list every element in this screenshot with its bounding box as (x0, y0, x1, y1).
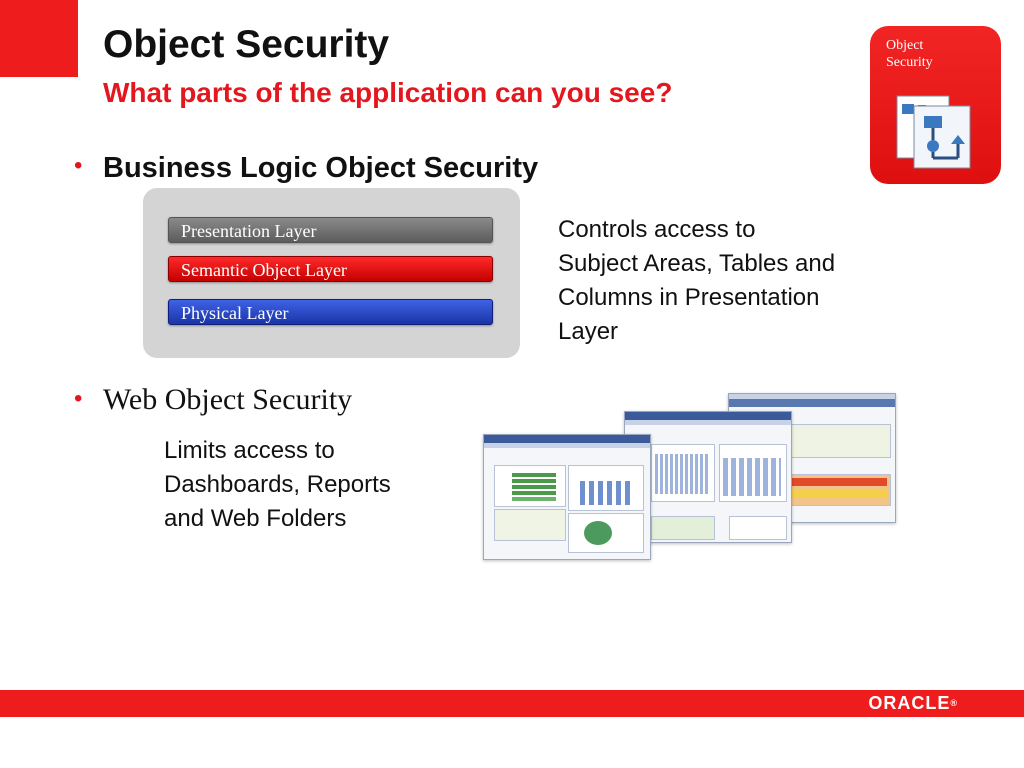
heading-web-object-security: Web Object Security (103, 383, 353, 416)
badge-label (886, 37, 986, 71)
slide-subtitle: What parts of the application can you see? (103, 77, 673, 108)
desc-line: Subject Areas, Tables and (558, 250, 836, 277)
desc-line: Controls access to (558, 216, 756, 243)
dashboard-screenshot-front (483, 434, 651, 560)
desc-line: and Web Folders (164, 505, 347, 532)
slide-title: Object Security (103, 23, 390, 66)
desc-line: Columns in Presentation (558, 284, 820, 311)
oracle-logo (868, 693, 958, 714)
oracle-logo-text: ORACLE (868, 693, 951, 713)
flowchart-icon (894, 94, 974, 170)
presentation-layer-bar: Presentation Layer (168, 217, 493, 243)
heading-business-logic-security: Business Logic Object Security (103, 152, 539, 184)
physical-layer-bar: Physical Layer (168, 299, 493, 325)
bullet-web: • (74, 385, 83, 412)
badge-label-line2: Security (886, 55, 933, 70)
bullet-business: • (74, 152, 83, 179)
oracle-logo-mark: ® (950, 698, 958, 708)
semantic-object-layer-bar: Semantic Object Layer (168, 256, 493, 282)
footer-bar (0, 690, 1024, 717)
desc-line: Limits access to (164, 437, 335, 464)
web-security-description (164, 434, 454, 536)
layer-stack-panel (143, 188, 520, 358)
corner-accent (0, 0, 78, 77)
desc-line: Dashboards, Reports (164, 471, 391, 498)
badge-label-line1: Object (886, 38, 924, 53)
business-security-description (558, 213, 898, 349)
desc-line: Layer (558, 318, 619, 345)
object-security-badge (870, 26, 1001, 184)
